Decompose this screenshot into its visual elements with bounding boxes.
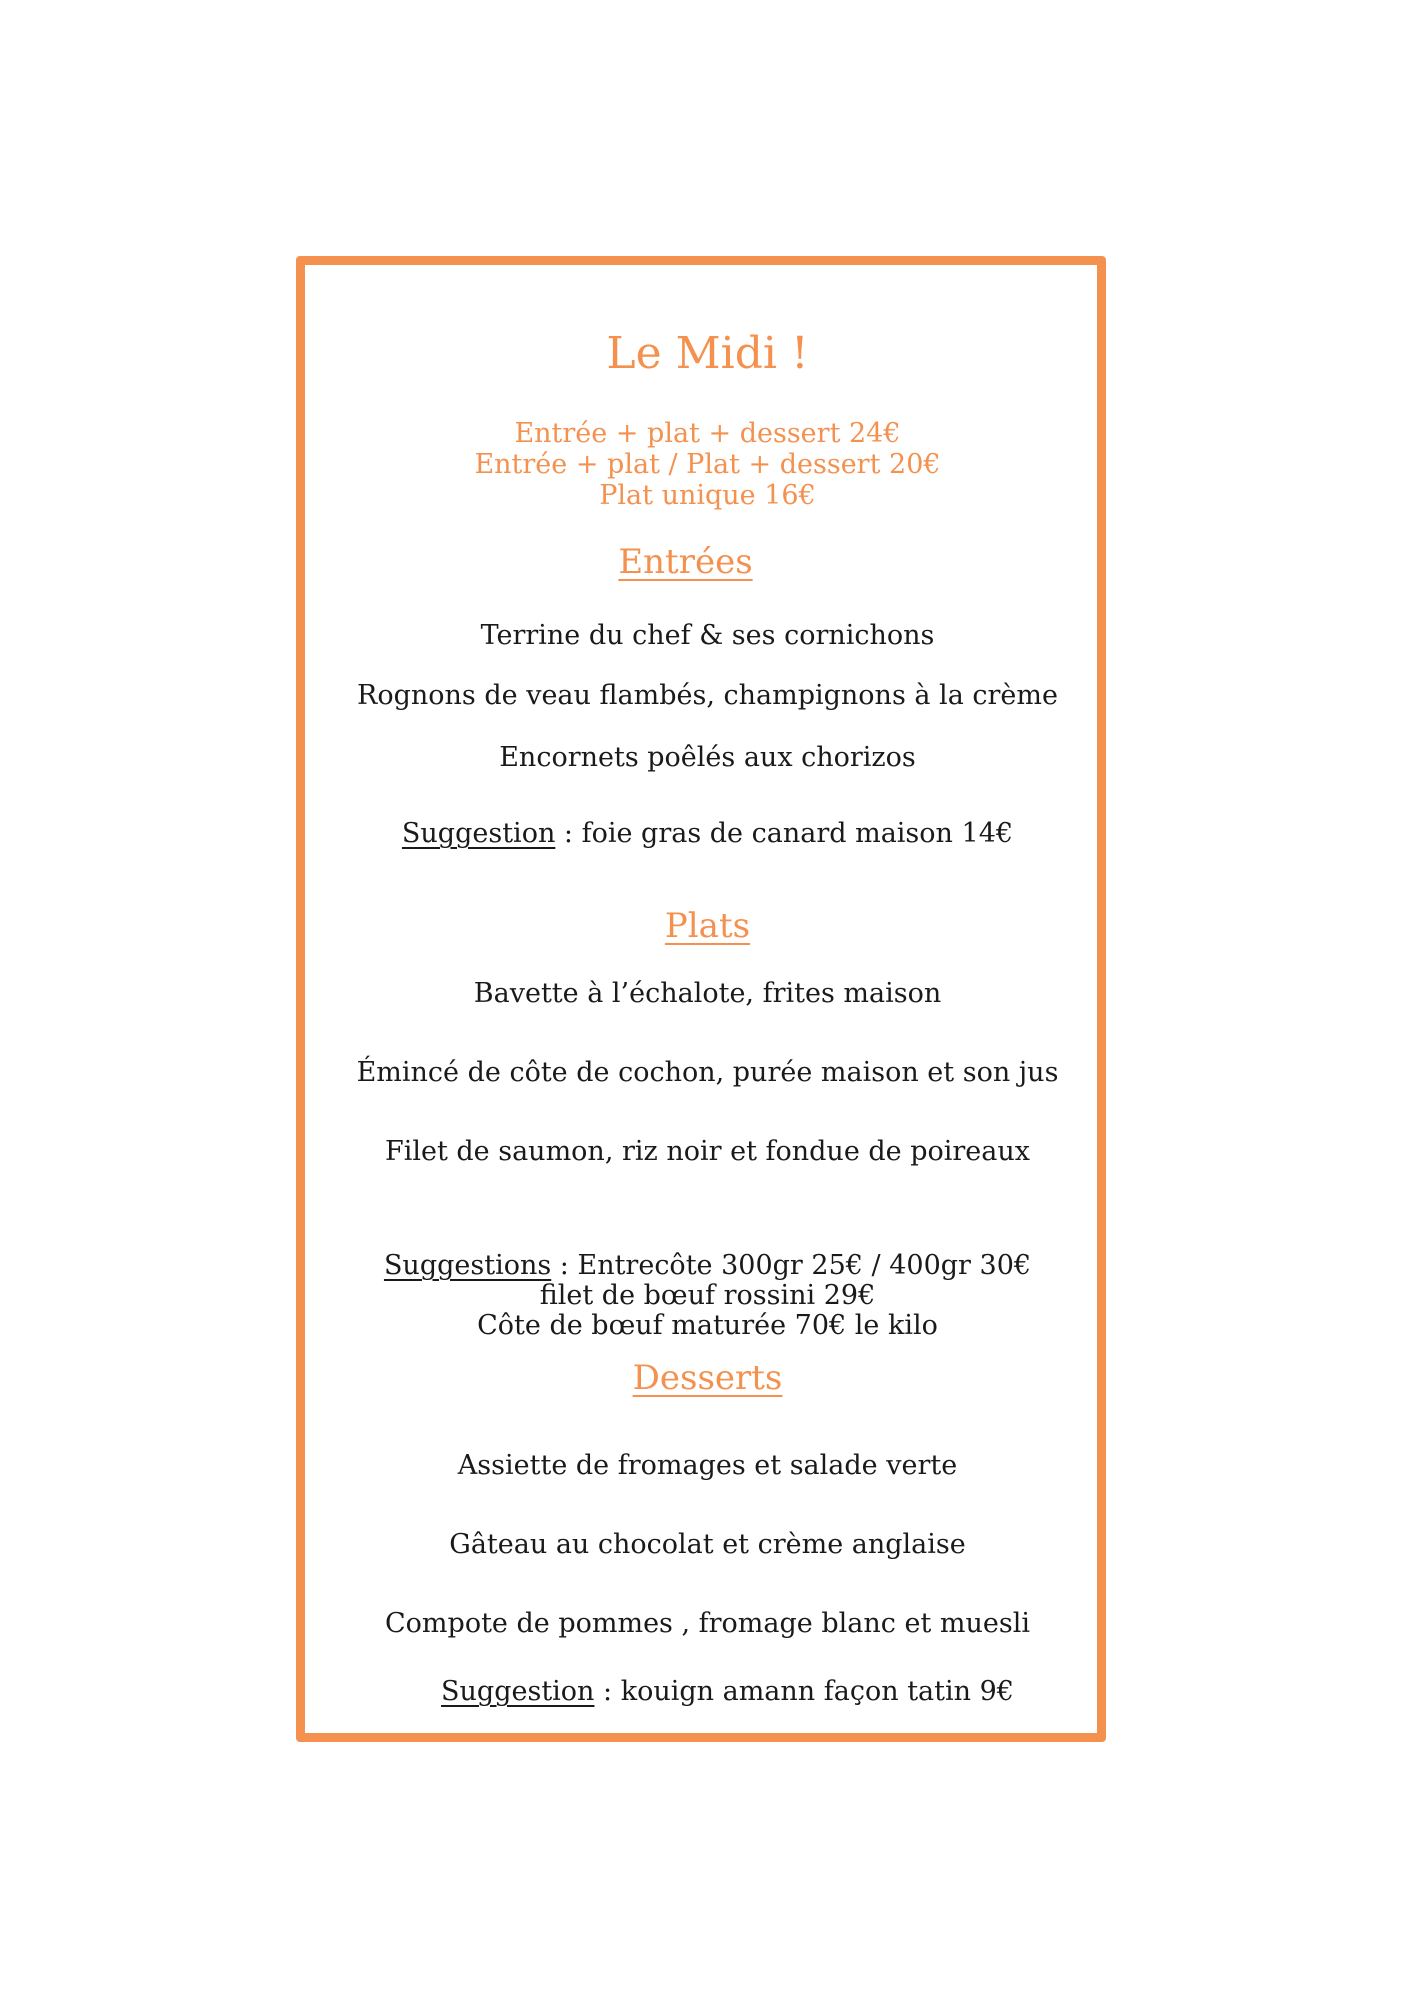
plat-suggestion-line: Côte de bœuf maturée 70€ le kilo: [477, 1310, 938, 1341]
entree-item: Terrine du chef & ses cornichons: [480, 620, 935, 651]
dessert-item: Assiette de fromages et salade verte: [457, 1450, 958, 1481]
suggestion-text: : Entrecôte 300gr 25€ / 400gr 30€: [551, 1250, 1032, 1281]
suggestion-text: : kouign amann façon tatin 9€: [594, 1676, 1014, 1707]
entree-item: Encornets poêlés aux chorizos: [499, 742, 916, 773]
plat-item: Filet de saumon, riz noir et fondue de poireaux: [384, 1136, 1031, 1167]
plat-item: Bavette à l’échalote, frites maison: [473, 978, 942, 1009]
formula-line: Plat unique 16€: [599, 480, 816, 511]
suggestion-label: Suggestion: [441, 1676, 595, 1707]
entree-item: Rognons de veau flambés, champignons à la crème: [357, 680, 1058, 711]
suggestion-text: : foie gras de canard maison 14€: [555, 818, 1014, 849]
plat-suggestion: [0, 1250, 1415, 1281]
menu-title: Le Midi !: [606, 328, 809, 379]
section-heading-plats: Plats: [664, 906, 751, 946]
dessert-item: Gâteau au chocolat et crème anglaise: [449, 1529, 966, 1560]
section-heading-desserts: Desserts: [632, 1358, 783, 1398]
formula-line: Entrée + plat / Plat + dessert 20€: [474, 449, 941, 480]
formula-line: Entrée + plat + dessert 24€: [514, 418, 901, 449]
dessert-suggestion: [20, 1676, 1415, 1707]
suggestion-label: Suggestions: [383, 1250, 552, 1281]
dessert-item: Compote de pommes , fromage blanc et muesli: [385, 1608, 1030, 1639]
entree-suggestion: [0, 818, 1415, 849]
section-heading-entrees: Entrées: [618, 542, 753, 582]
suggestion-label: Suggestion: [401, 818, 556, 849]
plat-item: Émincé de côte de cochon, purée maison et son jus: [356, 1057, 1059, 1088]
plat-suggestion-line: filet de bœuf rossini 29€: [539, 1280, 876, 1311]
